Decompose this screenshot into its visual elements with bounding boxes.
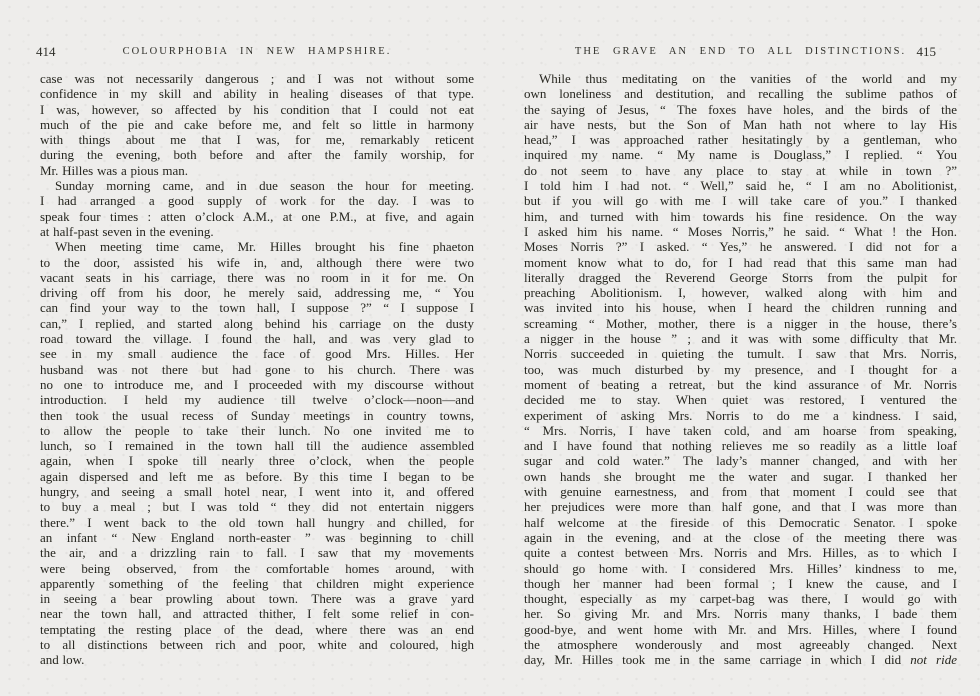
text-line: too, was much disturbed by my presence, and I thought for a	[524, 361, 957, 377]
text-line: I told him I had not. “ Well,” said he, “ I am no Abolitionist,	[524, 178, 957, 194]
text-line: hungry, and seeing a small hotel near, I went into it, and offered	[40, 484, 474, 500]
text-line: do not seem to have any place to stay at while in town ?”	[524, 162, 957, 178]
text-line: thought, especially as my carpet-bag was there, I would go with	[524, 591, 957, 607]
text-line: “ Mrs. Norris, I have taken cold, and am hoarse from speaking,	[524, 422, 957, 438]
text-line: I had arranged a good supply of work for the day. I was to	[40, 193, 474, 209]
text-line: vacant seats in his carriage, there was no room in it for me. On	[40, 269, 474, 285]
text-line: apparently something of the feeling that children might experience	[40, 575, 474, 591]
text-line: near the town hall, and attracted thither, I felt some relief in con-	[40, 606, 474, 622]
running-header-left: COLOURPHOBIA IN NEW HAMPSHIRE.	[122, 46, 392, 57]
text-line: him, and turned with him towards his fine residence. On the way	[524, 208, 957, 224]
text-line: to buy a meal ; but I was told “ they did not entertain niggers	[40, 499, 474, 515]
text-line: day, Mr. Hilles took me in the same carriage in which I did not ride	[524, 652, 957, 668]
page-left	[36, 0, 474, 696]
text-line: temptating the resting place of the dead, where there was an end	[40, 621, 474, 637]
text-line: moment know what to do, for I had read that this same man had	[524, 254, 957, 270]
text-line: in seeing a bear prowling about town. There was a grave yard	[40, 591, 474, 607]
text-line: and I have found that nothing relieves me so readily as a little loaf	[524, 438, 957, 454]
text-line: the saying of Jesus, “ The foxes have holes, and the birds of the	[524, 101, 957, 117]
text-line: and low.	[40, 652, 85, 668]
text-line: air have nests, but the Son of Man hath not where to lay His	[524, 116, 957, 132]
page-right	[524, 0, 957, 696]
text-line: half welcome at the fireside of this Democratic Senator. I spoke	[524, 514, 957, 530]
page-number-left: 414	[36, 44, 56, 59]
text-line: inquired my name. “ My name is Douglass,” I replied. “ You	[524, 147, 957, 163]
text-line: a nigger in the house ” ; and it was with some difficulty that Mr.	[524, 331, 957, 347]
text-line: Moses Norris ?” I asked. “ Yes,” he answered. I did not for a	[524, 239, 957, 255]
text-line: to the door, assisted his wife in, and, although there were two	[40, 254, 474, 270]
text-line: then took the usual recess of Sunday meetings in country towns,	[40, 407, 474, 423]
text-line: own loneliness and destitution, and recalling the sublime pathos of	[524, 86, 957, 102]
page-text-right	[524, 71, 957, 668]
text-line: Sunday morning came, and in due season the hour for meeting.	[55, 178, 474, 194]
text-line: While thus meditating on the vanities of the world and my	[539, 71, 957, 86]
text-line: introduction. I held my audience till twelve o’clock—noon—and	[40, 392, 474, 408]
text-line: to all distinctions between rich and poor, white and coloured, high	[40, 636, 474, 652]
text-line: her. So giving Mr. and Mrs. Norris many thanks, I bade them	[524, 606, 957, 622]
text-line: literally dragged the Reverend George Storrs from the pulpit for	[524, 269, 957, 285]
text-line: during the evening, both before and after the family worship, for	[40, 147, 474, 163]
text-line: again dispersed and left me as before. By this time I began to be	[40, 468, 474, 484]
text-line: was invited into his house, when I heard the children running and	[524, 300, 957, 316]
text-line: case was not necessarily dangerous ; and I was not without some	[40, 71, 474, 86]
text-line: should go home with. I considered Mrs. Hilles’ kindness to me,	[524, 560, 957, 576]
text-line: preaching Abolitionism. I, however, walked along with him and	[524, 285, 957, 301]
text-line: own hands she brought me the water and sugar. I thanked her	[524, 468, 957, 484]
text-line: her prejudices were more than half gone, and that I was more than	[524, 499, 957, 515]
text-line: the air, and a drizzling rain to fall. I saw that my movements	[40, 545, 474, 561]
text-line: good-bye, and went home with Mr. and Mrs. Hilles, where I found	[524, 621, 957, 637]
text-line: When meeting time came, Mr. Hilles brought his fine phaeton	[55, 239, 474, 255]
text-line: Mr. Hilles was a pious man.	[40, 162, 189, 178]
text-line: can find your way to the town hall, I suppose ?” “ I suppose I	[40, 300, 474, 316]
text-line: but if you will go with me I will take care of you.” I thanked	[524, 193, 957, 209]
text-line: screaming “ Mother, mother, there is a nigger in the house, there’s	[524, 315, 957, 331]
text-line: at half-past seven in the evening.	[40, 223, 214, 239]
text-line: an infant “ New England north-easter ” was beginning to chill	[40, 529, 474, 545]
text-line: with genuine earnestness, and from that moment I could see that	[524, 484, 957, 500]
text-line: sugar and cold water.” The lady’s manner changed, and with her	[524, 453, 957, 469]
text-line: no one to introduce me, and I proceeded with my discourse without	[40, 376, 474, 392]
page-number-right: 415	[916, 44, 936, 59]
text-line: head,” I was approached rather hesitatingly by a gentleman, who	[524, 132, 957, 148]
text-line: though her manner had been formal ; I knew the cause, and I	[524, 575, 957, 591]
text-line: husband was not there but had gone to his church. There was	[40, 361, 474, 377]
text-line: Norris succeeded in quieting the tumult. I saw that Mrs. Norris,	[524, 346, 957, 362]
text-line: I was, however, so affected by his condition that I could not eat	[40, 101, 474, 117]
text-line: see in my small audience the face of good Mrs. Hilles. Her	[40, 346, 474, 362]
text-line: with things about me that I was, for me, remarkably reticent	[40, 132, 474, 148]
text-line: confidence in my skill and ability in healing diseases of that type.	[40, 86, 474, 102]
text-line: decided me to stay. When quiet was restored, I ventured the	[524, 392, 957, 408]
text-line: I asked him his name. “ Moses Norris,” he said. “ What ! the Hon.	[524, 223, 957, 239]
text-line: speak four times : atten o’clock A.M., at one P.M., at five, and again	[40, 208, 474, 224]
text-line: driving off from his door, he merely said, addressing me, “ You	[40, 285, 474, 301]
text-line: can,” I replied, and started along behind his carriage on the dusty	[40, 315, 474, 331]
text-line: to allow the people to take their lunch. No one invited me to	[40, 422, 474, 438]
running-header-right: THE GRAVE AN END TO ALL DISTINCTIONS.	[574, 46, 907, 57]
text-line: road toward the village. I found the hall, and was very glad to	[40, 331, 474, 347]
text-line: there.” I went back to the old town hall hungry and chilled, for	[40, 514, 474, 530]
text-line: quite a contest between Mrs. Norris and Mrs. Hilles, as to which I	[524, 545, 957, 561]
text-line: were being observed, from the comfortable homes around, with	[40, 560, 474, 576]
text-line: much of the pie and cake before me, and felt so little in harmony	[40, 116, 474, 132]
text-line: experiment of asking Mrs. Norris to do me a kindness. I said,	[524, 407, 957, 423]
text-line: lunch, so I remained in the town hall till the audience assembled	[40, 438, 474, 454]
text-line: again in the evening, and at the close of the meeting there was	[524, 529, 957, 545]
text-line: moment of beating a retreat, but the kind assurance of Mr. Norris	[524, 376, 957, 392]
text-line: again, when I spoke till nearly three o’clock, when the people	[40, 453, 474, 469]
text-line: the atmosphere wonderously and most agreeably changed. Next	[524, 636, 957, 652]
page-text-left	[40, 71, 474, 668]
